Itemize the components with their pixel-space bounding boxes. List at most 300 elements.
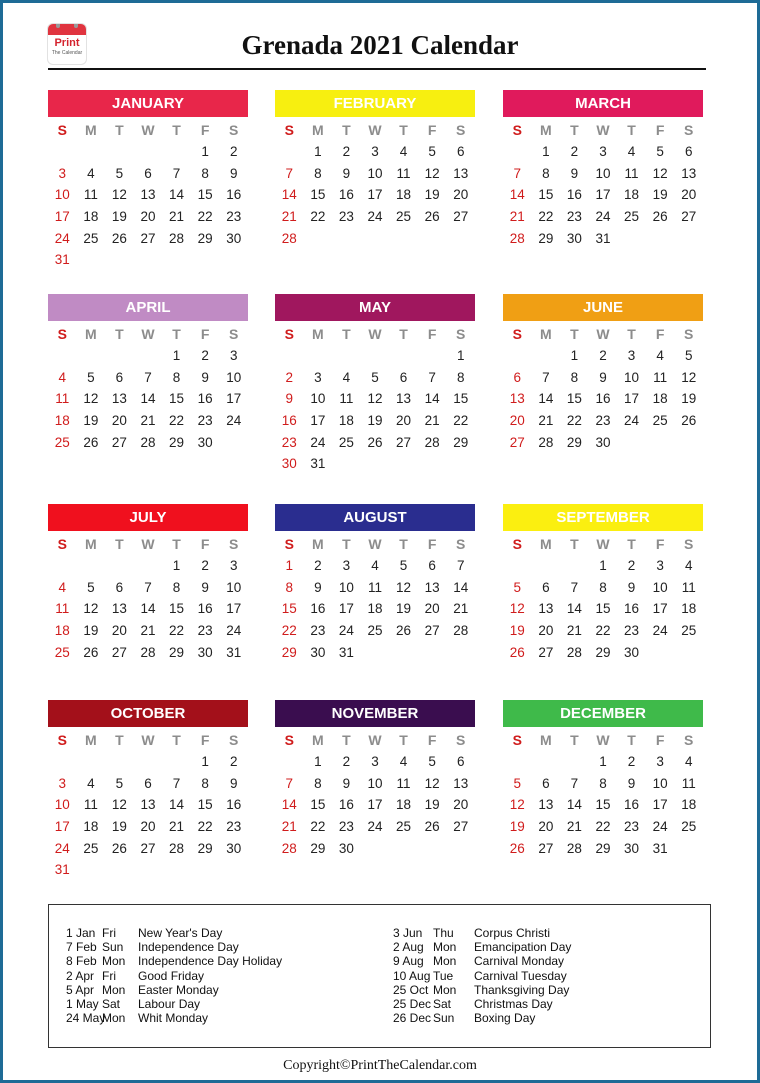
day-cell: 22 bbox=[169, 413, 185, 429]
weekday-label: S bbox=[284, 326, 294, 342]
weekday-label: T bbox=[627, 122, 636, 138]
day-cell: 4 bbox=[87, 775, 95, 791]
day-cell: 17 bbox=[652, 797, 668, 813]
day-cell: 27 bbox=[396, 434, 412, 450]
day-cell: 21 bbox=[424, 413, 440, 429]
month-header: APRIL bbox=[48, 294, 248, 321]
holiday-date: 5 Apr bbox=[66, 982, 95, 997]
day-cell: 10 bbox=[595, 165, 611, 181]
day-cell: 17 bbox=[652, 601, 668, 617]
day-cell: 4 bbox=[371, 558, 379, 573]
empty-cell bbox=[105, 141, 134, 163]
day-cell: 6 bbox=[399, 369, 408, 385]
weekday-label: F bbox=[200, 326, 210, 342]
day-cell: 24 bbox=[310, 434, 326, 450]
day-cell: 13 bbox=[538, 601, 554, 617]
day-cell: 19 bbox=[509, 819, 525, 835]
holiday-date: 25 Oct bbox=[393, 982, 429, 997]
day-cell: 25 bbox=[54, 644, 70, 660]
day-cell: 27 bbox=[140, 840, 156, 856]
weekday-label: S bbox=[684, 536, 694, 552]
day-cell: 22 bbox=[281, 623, 297, 639]
day-cell: 15 bbox=[310, 187, 326, 203]
day-cell: 12 bbox=[652, 165, 668, 181]
day-cell: 8 bbox=[285, 579, 294, 595]
holiday-list bbox=[48, 904, 711, 1048]
day-cell: 9 bbox=[570, 165, 579, 181]
holiday-date: 8 Feb bbox=[66, 954, 97, 969]
holiday-name: Easter Monday bbox=[138, 982, 219, 997]
weekday-label: M bbox=[85, 536, 97, 552]
month-header: DECEMBER bbox=[503, 700, 703, 727]
weekday-label: S bbox=[284, 536, 294, 552]
day-cell: 6 bbox=[456, 754, 465, 769]
weekday-label: W bbox=[141, 536, 155, 552]
month-january bbox=[48, 90, 248, 271]
day-cell: 20 bbox=[396, 413, 412, 429]
day-cell: 14 bbox=[509, 187, 525, 203]
day-cell: 5 bbox=[87, 369, 95, 385]
day-cell: 13 bbox=[396, 391, 412, 407]
weekday-label: S bbox=[229, 732, 239, 748]
day-cell: 10 bbox=[226, 369, 242, 385]
day-cell: 2 bbox=[201, 558, 209, 573]
day-cell: 20 bbox=[424, 601, 440, 617]
weekday-label: M bbox=[540, 536, 552, 552]
day-cell: 18 bbox=[367, 601, 383, 617]
day-cell: 24 bbox=[54, 230, 70, 246]
day-cell: 17 bbox=[310, 413, 326, 429]
month-december bbox=[503, 700, 703, 859]
empty-cell bbox=[532, 345, 561, 367]
day-cell: 10 bbox=[54, 187, 70, 203]
day-cell: 7 bbox=[144, 579, 152, 595]
day-cell: 10 bbox=[652, 775, 668, 791]
day-cell: 1 bbox=[314, 144, 322, 159]
weekday-label: F bbox=[655, 732, 665, 748]
day-cell: 18 bbox=[54, 413, 70, 429]
empty-cell bbox=[304, 345, 333, 367]
day-cell: 24 bbox=[367, 819, 383, 835]
day-cell: 28 bbox=[566, 644, 582, 660]
day-cell: 5 bbox=[428, 144, 436, 159]
day-cell: 21 bbox=[281, 209, 297, 225]
day-cell: 16 bbox=[595, 391, 611, 407]
day-cell: 25 bbox=[652, 413, 668, 429]
day-cell: 13 bbox=[538, 797, 554, 813]
day-cell: 10 bbox=[54, 797, 70, 813]
holiday-name: Good Friday bbox=[138, 968, 205, 983]
day-cell: 30 bbox=[624, 644, 640, 660]
day-cell: 31 bbox=[54, 252, 70, 268]
day-cell: 27 bbox=[538, 644, 554, 660]
day-cell: 13 bbox=[453, 165, 469, 181]
day-cell: 4 bbox=[399, 754, 408, 769]
weekday-label: W bbox=[141, 732, 155, 748]
day-cell: 18 bbox=[338, 413, 354, 429]
day-cell: 17 bbox=[226, 391, 242, 407]
day-cell: 29 bbox=[595, 644, 611, 660]
weekday-label: F bbox=[200, 122, 210, 138]
day-cell: 29 bbox=[197, 230, 213, 246]
day-cell: 11 bbox=[681, 579, 696, 595]
weekday-label: T bbox=[342, 326, 351, 342]
day-cell: 16 bbox=[197, 391, 213, 407]
empty-cell bbox=[560, 751, 589, 773]
day-cell: 29 bbox=[310, 840, 326, 856]
weekday-label: T bbox=[172, 326, 181, 342]
day-cell: 23 bbox=[197, 623, 213, 639]
day-cell: 12 bbox=[111, 797, 127, 813]
weekday-label: W bbox=[368, 732, 382, 748]
day-cell: 21 bbox=[566, 623, 582, 639]
day-cell: 17 bbox=[338, 601, 354, 617]
day-cell: 23 bbox=[197, 413, 213, 429]
empty-cell bbox=[503, 555, 532, 577]
day-cell: 16 bbox=[226, 797, 242, 813]
weekday-label: M bbox=[540, 326, 552, 342]
empty-cell bbox=[503, 751, 532, 773]
day-cell: 30 bbox=[595, 434, 611, 450]
day-cell: 26 bbox=[367, 434, 383, 450]
day-cell: 28 bbox=[169, 840, 185, 856]
day-cell: 24 bbox=[226, 413, 242, 429]
day-cell: 23 bbox=[310, 623, 326, 639]
day-cell: 7 bbox=[456, 558, 465, 573]
day-cell: 17 bbox=[54, 209, 70, 225]
holiday-day: Mon bbox=[433, 954, 457, 969]
day-cell: 4 bbox=[684, 558, 693, 573]
day-cell: 23 bbox=[624, 819, 640, 835]
day-cell: 31 bbox=[226, 644, 242, 660]
day-cell: 14 bbox=[140, 601, 156, 617]
weekday-label: S bbox=[684, 732, 694, 748]
day-cell: 16 bbox=[338, 187, 354, 203]
day-cell: 8 bbox=[542, 165, 550, 181]
weekday-label: W bbox=[596, 122, 610, 138]
day-cell: 24 bbox=[652, 819, 668, 835]
day-cell: 11 bbox=[396, 165, 411, 181]
day-cell: 3 bbox=[314, 369, 322, 385]
day-cell: 24 bbox=[652, 623, 668, 639]
holiday-name: Carnival Monday bbox=[474, 954, 565, 969]
day-cell: 20 bbox=[509, 413, 525, 429]
day-cell: 1 bbox=[542, 144, 550, 159]
weekday-label: S bbox=[456, 732, 466, 748]
weekday-label: S bbox=[284, 122, 294, 138]
weekday-label: S bbox=[456, 326, 466, 342]
day-cell: 25 bbox=[396, 209, 412, 225]
empty-cell bbox=[418, 345, 447, 367]
day-cell: 4 bbox=[58, 369, 67, 385]
day-cell: 11 bbox=[83, 797, 98, 813]
day-cell: 28 bbox=[509, 230, 525, 246]
weekday-label: M bbox=[312, 732, 324, 748]
day-cell: 13 bbox=[453, 775, 469, 791]
weekday-label: S bbox=[512, 122, 522, 138]
weekday-label: F bbox=[655, 122, 665, 138]
day-cell: 6 bbox=[115, 579, 124, 595]
day-cell: 20 bbox=[538, 819, 554, 835]
holiday-name: Thanksgiving Day bbox=[474, 982, 570, 997]
day-grid bbox=[48, 324, 248, 453]
day-cell: 28 bbox=[281, 230, 297, 246]
day-cell: 31 bbox=[54, 862, 70, 878]
day-cell: 14 bbox=[566, 601, 582, 617]
empty-cell bbox=[77, 345, 106, 367]
day-cell: 3 bbox=[342, 558, 351, 573]
holiday-row bbox=[66, 1011, 282, 1025]
day-cell: 26 bbox=[509, 840, 525, 856]
day-cell: 28 bbox=[453, 623, 469, 639]
day-cell: 13 bbox=[424, 579, 440, 595]
day-cell: 2 bbox=[342, 754, 351, 769]
weekday-label: M bbox=[312, 122, 324, 138]
holiday-date: 9 Aug bbox=[393, 954, 424, 969]
weekday-label: S bbox=[456, 122, 466, 138]
day-cell: 13 bbox=[111, 601, 127, 617]
day-cell: 29 bbox=[595, 840, 611, 856]
weekday-label: M bbox=[312, 326, 324, 342]
day-cell: 19 bbox=[424, 797, 440, 813]
weekday-label: F bbox=[427, 536, 437, 552]
day-cell: 25 bbox=[396, 819, 412, 835]
day-cell: 7 bbox=[285, 775, 294, 791]
day-cell: 27 bbox=[681, 209, 697, 225]
empty-cell bbox=[275, 345, 304, 367]
day-cell: 31 bbox=[595, 230, 611, 246]
day-cell: 7 bbox=[570, 579, 579, 595]
holiday-name: Corpus Christi bbox=[474, 926, 551, 940]
day-cell: 30 bbox=[338, 840, 354, 856]
day-cell: 25 bbox=[83, 840, 99, 856]
day-cell: 4 bbox=[684, 754, 693, 769]
day-cell: 27 bbox=[509, 434, 525, 450]
weekday-label: S bbox=[512, 536, 522, 552]
day-cell: 9 bbox=[627, 775, 636, 791]
day-cell: 27 bbox=[424, 623, 440, 639]
day-cell: 15 bbox=[595, 601, 611, 617]
month-february bbox=[275, 90, 475, 249]
day-grid bbox=[48, 120, 248, 271]
day-cell: 23 bbox=[566, 209, 582, 225]
day-cell: 27 bbox=[453, 819, 469, 835]
day-cell: 11 bbox=[653, 369, 668, 385]
day-cell: 14 bbox=[538, 391, 554, 407]
day-cell: 23 bbox=[226, 209, 242, 225]
weekday-label: S bbox=[456, 536, 466, 552]
month-august bbox=[275, 504, 475, 663]
day-cell: 30 bbox=[197, 434, 213, 450]
weekday-label: W bbox=[596, 326, 610, 342]
holiday-name: New Year's Day bbox=[138, 926, 223, 940]
day-cell: 14 bbox=[169, 187, 185, 203]
empty-cell bbox=[48, 345, 77, 367]
weekday-label: T bbox=[570, 536, 579, 552]
day-cell: 1 bbox=[314, 754, 322, 769]
weekday-label: T bbox=[115, 326, 124, 342]
day-cell: 12 bbox=[83, 601, 99, 617]
day-cell: 5 bbox=[399, 558, 408, 573]
page-title: Grenada 2021 Calendar bbox=[241, 30, 519, 60]
day-cell: 28 bbox=[424, 434, 440, 450]
holiday-row bbox=[393, 969, 571, 983]
day-cell: 10 bbox=[652, 579, 668, 595]
day-cell: 3 bbox=[656, 754, 664, 769]
weekday-label: F bbox=[200, 536, 210, 552]
weekday-label: M bbox=[85, 732, 97, 748]
title-divider bbox=[48, 68, 706, 70]
day-cell: 11 bbox=[55, 601, 70, 617]
month-september bbox=[503, 504, 703, 663]
day-cell: 8 bbox=[201, 165, 209, 181]
day-cell: 21 bbox=[566, 819, 582, 835]
day-cell: 18 bbox=[624, 187, 640, 203]
month-header: AUGUST bbox=[275, 504, 475, 531]
holiday-day: Mon bbox=[102, 954, 126, 969]
day-cell: 29 bbox=[281, 644, 297, 660]
day-cell: 30 bbox=[624, 840, 640, 856]
day-cell: 16 bbox=[281, 413, 297, 429]
day-cell: 16 bbox=[624, 797, 640, 813]
day-cell: 15 bbox=[169, 601, 185, 617]
day-cell: 28 bbox=[566, 840, 582, 856]
day-cell: 26 bbox=[424, 819, 440, 835]
empty-cell bbox=[162, 751, 191, 773]
empty-cell bbox=[332, 345, 361, 367]
day-cell: 8 bbox=[314, 165, 322, 181]
empty-cell bbox=[134, 751, 163, 773]
day-cell: 22 bbox=[595, 819, 611, 835]
day-cell: 16 bbox=[338, 797, 354, 813]
day-cell: 18 bbox=[396, 797, 412, 813]
day-cell: 26 bbox=[83, 644, 99, 660]
day-cell: 25 bbox=[624, 209, 640, 225]
day-cell: 14 bbox=[169, 797, 185, 813]
empty-cell bbox=[389, 345, 418, 367]
day-cell: 14 bbox=[566, 797, 582, 813]
day-cell: 6 bbox=[684, 144, 693, 159]
day-cell: 3 bbox=[58, 165, 67, 181]
holiday-row bbox=[393, 940, 571, 954]
day-cell: 4 bbox=[87, 165, 95, 181]
holiday-name: Emancipation Day bbox=[474, 940, 572, 955]
day-cell: 19 bbox=[681, 391, 697, 407]
holiday-day: Sat bbox=[102, 997, 121, 1012]
holiday-row bbox=[66, 954, 282, 968]
day-cell: 20 bbox=[453, 187, 469, 203]
day-cell: 6 bbox=[144, 165, 152, 181]
day-cell: 10 bbox=[367, 775, 383, 791]
logo-text: Print bbox=[54, 37, 80, 49]
day-cell: 24 bbox=[624, 413, 640, 429]
day-cell: 25 bbox=[681, 819, 697, 835]
day-cell: 24 bbox=[338, 623, 354, 639]
day-cell: 20 bbox=[538, 623, 554, 639]
day-cell: 25 bbox=[54, 434, 70, 450]
day-cell: 17 bbox=[595, 187, 611, 203]
month-header: MAY bbox=[275, 294, 475, 321]
weekday-label: S bbox=[57, 122, 67, 138]
day-cell: 1 bbox=[570, 348, 579, 363]
day-cell: 27 bbox=[111, 644, 127, 660]
weekday-label: T bbox=[399, 326, 408, 342]
day-cell: 15 bbox=[197, 187, 213, 203]
holiday-row bbox=[393, 983, 571, 997]
day-cell: 30 bbox=[281, 456, 297, 472]
holiday-day: Tue bbox=[433, 968, 454, 983]
day-cell: 24 bbox=[226, 623, 242, 639]
day-cell: 1 bbox=[201, 754, 209, 769]
day-cell: 9 bbox=[201, 579, 209, 595]
day-cell: 12 bbox=[509, 601, 525, 617]
day-cell: 13 bbox=[681, 165, 697, 181]
weekday-label: W bbox=[141, 122, 155, 138]
weekday-label: T bbox=[570, 326, 579, 342]
day-cell: 22 bbox=[197, 209, 213, 225]
holiday-date: 7 Feb bbox=[66, 940, 97, 955]
month-may bbox=[275, 294, 475, 475]
day-cell: 27 bbox=[453, 209, 469, 225]
day-cell: 8 bbox=[599, 579, 607, 595]
empty-cell bbox=[560, 555, 589, 577]
day-cell: 1 bbox=[172, 558, 181, 573]
day-cell: 25 bbox=[338, 434, 354, 450]
day-cell: 23 bbox=[624, 623, 640, 639]
empty-cell bbox=[503, 345, 532, 367]
weekday-label: W bbox=[368, 122, 382, 138]
day-cell: 2 bbox=[201, 348, 209, 363]
day-cell: 8 bbox=[570, 369, 579, 385]
month-october bbox=[48, 700, 248, 881]
day-cell: 3 bbox=[599, 144, 607, 159]
day-cell: 21 bbox=[140, 413, 156, 429]
day-cell: 6 bbox=[144, 775, 152, 791]
day-cell: 23 bbox=[595, 413, 611, 429]
weekday-label: F bbox=[655, 326, 665, 342]
day-cell: 28 bbox=[281, 840, 297, 856]
day-cell: 6 bbox=[456, 144, 465, 159]
day-cell: 2 bbox=[627, 558, 636, 573]
day-cell: 11 bbox=[339, 391, 354, 407]
holiday-name: Independence Day bbox=[138, 940, 239, 955]
day-cell: 8 bbox=[172, 369, 181, 385]
holiday-date: 25 Dec bbox=[393, 997, 432, 1012]
day-cell: 18 bbox=[681, 601, 697, 617]
day-cell: 9 bbox=[627, 579, 636, 595]
month-header: MARCH bbox=[503, 90, 703, 117]
day-cell: 30 bbox=[310, 644, 326, 660]
day-cell: 10 bbox=[624, 369, 640, 385]
empty-cell bbox=[48, 141, 77, 163]
holiday-date: 2 Aug bbox=[393, 940, 424, 955]
day-cell: 8 bbox=[456, 369, 465, 385]
empty-cell bbox=[532, 751, 561, 773]
weekday-label: M bbox=[540, 732, 552, 748]
day-cell: 6 bbox=[428, 558, 436, 573]
holiday-row bbox=[393, 1011, 571, 1025]
day-cell: 13 bbox=[140, 797, 156, 813]
day-cell: 4 bbox=[656, 348, 664, 363]
weekday-label: M bbox=[312, 536, 324, 552]
day-cell: 29 bbox=[566, 434, 582, 450]
day-cell: 4 bbox=[58, 579, 67, 595]
day-cell: 26 bbox=[509, 644, 525, 660]
day-cell: 7 bbox=[428, 369, 436, 385]
empty-cell bbox=[77, 555, 106, 577]
day-cell: 17 bbox=[54, 819, 70, 835]
day-cell: 7 bbox=[513, 165, 522, 181]
